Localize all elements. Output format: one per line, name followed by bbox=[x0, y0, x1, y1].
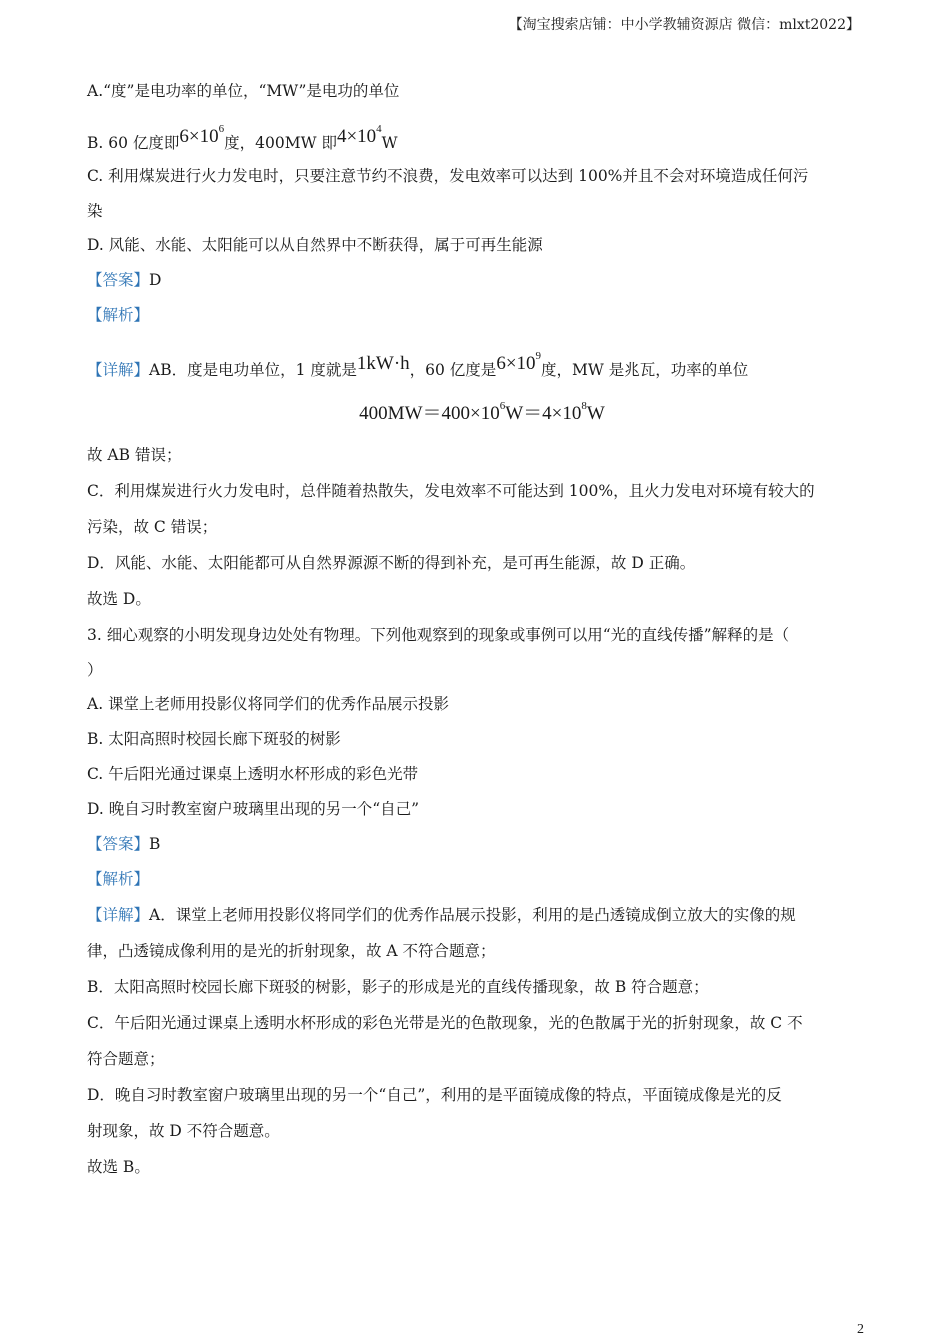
q2-formula: $400MW=400\times 10^6W=4\times 10^8W$ bbox=[359, 400, 605, 424]
answer-tag: 【答案】 bbox=[87, 271, 150, 289]
q3-detail-a-line-1: 【详解】A．课堂上老师用投影仪将同学们的优秀作品展示投影，利用的是凸透镜成倒立放大的实像的规 bbox=[87, 906, 796, 924]
q3-option-a: A. 课堂上老师用投影仪将同学们的优秀作品展示投影 bbox=[87, 695, 450, 713]
q3-detail-a-line-2: 律，凸透镜成像利用的是光的折射现象，故 A 不符合题意； bbox=[87, 942, 496, 960]
document-body bbox=[87, 76, 877, 1185]
q3-conclusion: 故选 B。 bbox=[87, 1158, 150, 1176]
q3-answer: 【答案】B bbox=[87, 835, 161, 853]
detail-tag: 【详解】 bbox=[87, 906, 150, 924]
q2-conclusion: 故选 D。 bbox=[87, 590, 151, 608]
page-header: 【淘宝搜索店铺：中小学教辅资源店 微信：mlxt2022】 bbox=[508, 17, 860, 33]
q2-option-b-math-2: $4\times 10^4$ bbox=[336, 123, 382, 147]
q2-option-d: D. 风能、水能、太阳能可以从自然界中不断获得，属于可再生能源 bbox=[87, 236, 543, 254]
q2-detail-c-line-1: C．利用煤炭进行火力发电时，总伴随着热散失，发电效率不可能达到 100%，且火力发电对环境有较大的 bbox=[87, 482, 815, 500]
q2-detail-c-line-2: 污染，故 C 错误； bbox=[87, 518, 218, 536]
q3-analysis-tag: 【解析】 bbox=[87, 870, 150, 888]
q3-detail-b: B．太阳高照时校园长廊下斑驳的树影，影子的形成是光的直线传播现象，故 B 符合题意； bbox=[87, 978, 709, 996]
q2-detail-math-kwh: 1kW·h bbox=[356, 353, 410, 374]
detail-tag: 【详解】 bbox=[87, 361, 150, 379]
answer-tag: 【答案】 bbox=[87, 835, 150, 853]
q3-detail-c-line-2: 符合题意； bbox=[87, 1050, 165, 1068]
q2-detail-ab: 故 AB 错误； bbox=[87, 446, 182, 464]
q3-detail-d-line-2: 射现象，故 D 不符合题意。 bbox=[87, 1122, 280, 1140]
q3-option-c: C. 午后阳光通过课桌上透明水杯形成的彩色光带 bbox=[87, 765, 419, 783]
q2-option-c-line-2: 染 bbox=[87, 202, 103, 220]
q3-detail-c-line-1: C．午后阳光通过课桌上透明水杯形成的彩色光带是光的色散现象，光的色散属于光的折射现象，故 C 不 bbox=[87, 1014, 803, 1032]
q2-answer: 【答案】D bbox=[87, 271, 162, 289]
page-number: 2 bbox=[857, 1322, 864, 1337]
q2-option-c-line-1: C. 利用煤炭进行火力发电时，只要注意节约不浪费，发电效率可以达到 100%并且不会对环境造成任何污 bbox=[87, 167, 809, 185]
q2-detail-d: D．风能、水能、太阳能都可从自然界源源不断的得到补充，是可再生能源，故 D 正确。 bbox=[87, 554, 696, 572]
q3-detail-d-line-1: D．晚自习时教室窗户玻璃里出现的另一个“自己”，利用的是平面镜成像的特点，平面镜成像是光的反 bbox=[87, 1086, 782, 1104]
q2-option-b: B. 60 亿度即$6\times 10^6$度，400MW 即$4\times 10^4W$ bbox=[87, 123, 398, 152]
q2-option-b-math-1: $6\times 10^6$ bbox=[179, 123, 225, 147]
q3-stem-line-1: 3. 细心观察的小明发现身边处处有物理。下列他观察到的现象或事例可以用“光的直线传播”解释的是（ bbox=[87, 626, 790, 644]
q3-option-d: D. 晚自习时教室窗户玻璃里出现的另一个“自己” bbox=[87, 800, 420, 818]
q3-stem-line-2: ） bbox=[87, 661, 103, 679]
q2-analysis-tag: 【解析】 bbox=[87, 306, 150, 324]
q3-option-b: B. 太阳高照时校园长廊下斑驳的树影 bbox=[87, 730, 341, 748]
q2-detail-line-1: 【详解】AB．度是电功单位，1 度就是1kW·h，60 亿度是$6\times 10^9$度，MW 是兆瓦，功率的单位 bbox=[87, 350, 749, 379]
q2-option-a: A.“度”是电功率的单位，“MW”是电功的单位 bbox=[87, 82, 400, 100]
q2-detail-math-6e9: $6\times 10^9$ bbox=[496, 350, 542, 374]
